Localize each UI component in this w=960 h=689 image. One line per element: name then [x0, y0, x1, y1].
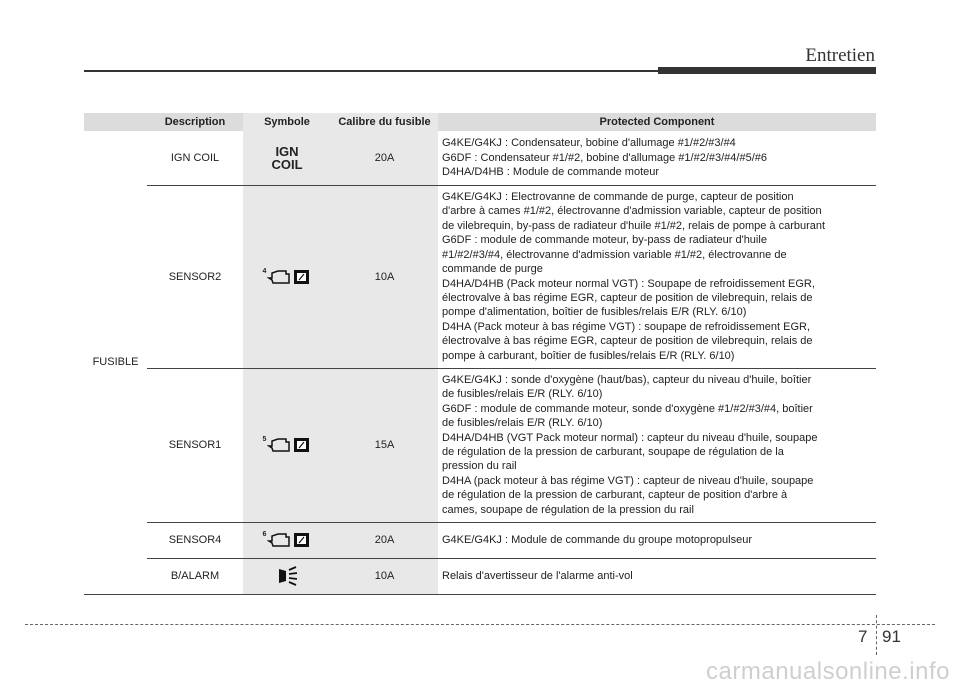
table-row [84, 558, 876, 594]
section-title: Entretien [805, 45, 875, 66]
row-protected: G4KE/G4KJ : Module de commande du groupe motopropulseur [438, 522, 876, 558]
header-rule [84, 70, 658, 72]
footer-rule [25, 624, 935, 625]
table-row [84, 522, 876, 558]
ign-label: IGN [275, 143, 299, 159]
sensor-symbol [243, 522, 331, 558]
footer-divider [876, 615, 877, 655]
sensor-index: 4 [262, 267, 267, 275]
row-amperage: 10A [331, 185, 438, 368]
sensor-symbol [243, 185, 331, 368]
engine-sensor-icon [267, 436, 311, 454]
row-amperage: 10A [331, 558, 438, 594]
row-protected: G4KE/G4KJ : Condensateur, bobine d'allumage #1/#2/#3/#4 G6DF : Condensateur #1/#2, bobine d'allumage #1/#2/#3/#4/#5/#6 D4HA/D4HB : Module de commande moteur [438, 131, 876, 185]
sensor-symbol [243, 368, 331, 522]
header-blank [84, 113, 147, 131]
table-header-row [84, 113, 876, 131]
sensor-index: 6 [262, 531, 267, 538]
row-description: B/ALARM [147, 558, 243, 594]
horn-symbol [243, 558, 331, 594]
group-label: FUSIBLE [84, 131, 147, 594]
row-amperage: 15A [331, 368, 438, 522]
horn-icon [276, 565, 298, 587]
coil-label: COIL [271, 156, 303, 172]
chapter-number: 7 [858, 627, 868, 646]
header-rule-thick [658, 67, 876, 74]
row-protected: Relais d'avertisseur de l'alarme anti-vol [438, 558, 876, 594]
watermark: carmanualsonline.info [706, 658, 950, 685]
table-row [84, 131, 876, 185]
row-description: SENSOR4 [147, 522, 243, 558]
page-number: 91 [882, 627, 901, 646]
col-header-description: Description [147, 113, 243, 131]
table-row [84, 185, 876, 368]
ign-coil-symbol [243, 131, 331, 185]
col-header-symbol: Symbole [243, 113, 331, 131]
table-row [84, 368, 876, 522]
fuse-table [84, 113, 876, 595]
row-amperage: 20A [331, 522, 438, 558]
engine-sensor-icon [267, 268, 311, 286]
row-description: SENSOR2 [147, 185, 243, 368]
sensor-index: 5 [262, 436, 267, 443]
row-description: IGN COIL [147, 131, 243, 185]
engine-sensor-icon [267, 531, 311, 549]
col-header-protected: Protected Component [438, 113, 876, 131]
col-header-amperage: Calibre du fusible [331, 113, 438, 131]
row-protected: G4KE/G4KJ : sonde d'oxygène (haut/bas), capteur du niveau d'huile, boîtier de fusibles/relais E/R (RLY. 6/10) G6DF : module de commande moteur, sonde d'oxygène #1/#2/#3/#4, boîtier de fusibles/relais E/R (RLY. 6/10) D4HA/D4HB (VGT Pack moteur normal) : capteur du niveau d'huile, soupape de régulation de la pression de carburant, soupape de régulation de la pression du rail D4HA (pack moteur à bas régime VGT) : capteur de niveau d'huile, soupape de régulation de la pression de carburant, capteur de position d'arbre à cames, soupape de régulation de la pression du rail [438, 368, 876, 522]
row-protected: G4KE/G4KJ : Electrovanne de commande de purge, capteur de position d'arbre à cames #1/#2, électrovanne d'admission variable, capteur de position de vilebrequin, by-pass de radiateur d'huile #1/#2, relais de pompe à carburant G6DF : module de commande moteur, by-pass de radiateur d'huile #1/#2/#3/#4, électrovanne d'admission variable #1/#2, électrovanne de commande de purge D4HA/D4HB (Pack moteur normal VGT) : Soupape de refroidissement EGR, électrovalve à bas régime EGR, capteur de position de vilebrequin, relais de pompe d'alimentation, boîtier de fusibles/relais E/R (RLY. 6/10) D4HA (Pack moteur à bas régime VGT) : soupape de refroidissement EGR, électrovalve à bas régime EGR, capteur de position de vilebrequin, relais de pompe à carburant, boîtier de fusibles/relais E/R (RLY. 6/10) [438, 185, 876, 368]
row-amperage: 20A [331, 131, 438, 185]
row-description: SENSOR1 [147, 368, 243, 522]
